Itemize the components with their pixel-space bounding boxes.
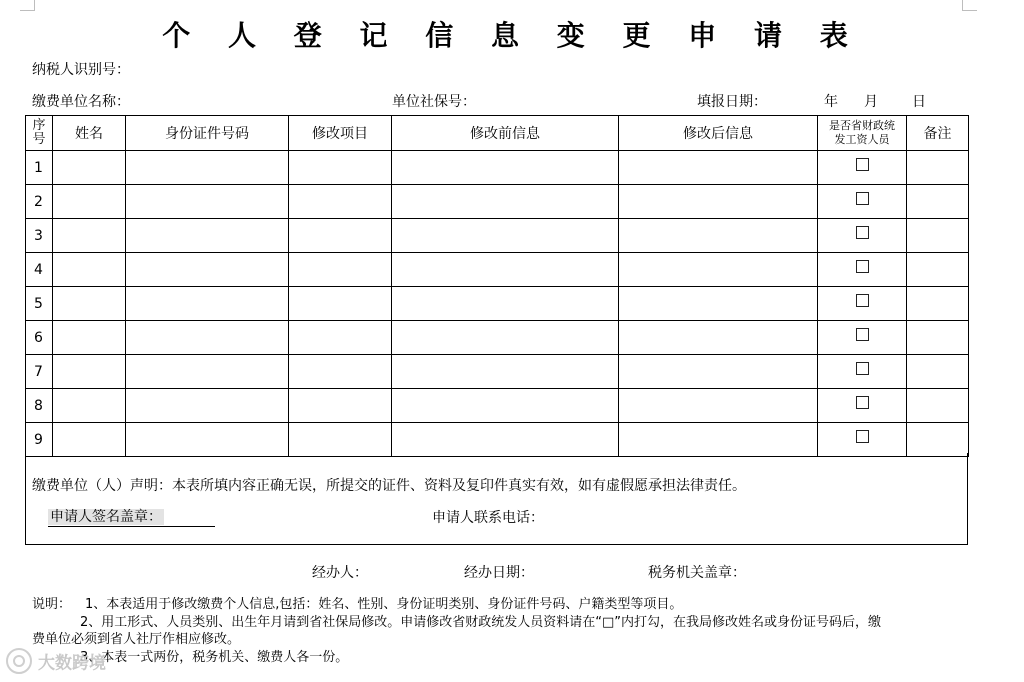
cell-after[interactable]: [619, 389, 818, 423]
table-row: [26, 185, 969, 219]
cell-id-number[interactable]: [126, 389, 289, 423]
cell-finance-staff: [818, 185, 907, 219]
cell-remark[interactable]: [907, 389, 969, 423]
header-id-number: 身份证件号码: [126, 116, 289, 151]
finance-staff-checkbox[interactable]: [856, 192, 869, 205]
page-corner-mark-left: [20, 0, 35, 11]
cell-before[interactable]: [392, 355, 619, 389]
cell-modify-item[interactable]: [289, 151, 392, 185]
finance-staff-checkbox[interactable]: [856, 226, 869, 239]
finance-staff-checkbox[interactable]: [856, 362, 869, 375]
cell-before[interactable]: [392, 389, 619, 423]
cell-after[interactable]: [619, 355, 818, 389]
header-seq-text: 序号: [32, 118, 46, 147]
cell-finance-staff: [818, 287, 907, 321]
header-modify-item: 修改项目: [289, 116, 392, 151]
row-number: 4: [26, 253, 53, 287]
cell-name[interactable]: [53, 219, 126, 253]
header-remark: 备注: [907, 116, 969, 151]
notes-prefix: 说明：: [32, 597, 72, 612]
notes-item-3: 3、本表一式两份，税务机关、缴费人各一份。: [80, 650, 349, 665]
notes-item-2-line-1: 2、用工形式、人员类别、出生年月请到省社保局修改。申请修改省财政统发人员资料请在“□”内打勾，在我局修改姓名或身份证号码后，缴: [80, 615, 882, 630]
table-row: [26, 423, 969, 457]
cell-before[interactable]: [392, 287, 619, 321]
cell-after[interactable]: [619, 287, 818, 321]
cell-modify-item[interactable]: [289, 219, 392, 253]
cell-id-number[interactable]: [126, 321, 289, 355]
cell-finance-staff: [818, 151, 907, 185]
cell-finance-staff: [818, 389, 907, 423]
payer-unit-label: 缴费单位名称：: [32, 94, 130, 110]
cell-id-number[interactable]: [126, 219, 289, 253]
signature-label: 申请人签名盖章：: [50, 509, 162, 525]
notes-item-2-line-2: 费单位必须到省人社厅作相应修改。: [32, 632, 241, 647]
cell-name[interactable]: [53, 253, 126, 287]
header-finance-staff-line1: 是否省财政统: [829, 119, 895, 132]
cell-modify-item[interactable]: [289, 253, 392, 287]
fill-date-day: 日: [912, 94, 926, 110]
cell-after[interactable]: [619, 423, 818, 457]
fill-date-year: 年: [824, 94, 838, 110]
cell-id-number[interactable]: [126, 151, 289, 185]
cell-id-number[interactable]: [126, 355, 289, 389]
cell-id-number[interactable]: [126, 185, 289, 219]
cell-before[interactable]: [392, 185, 619, 219]
cell-modify-item[interactable]: [289, 355, 392, 389]
finance-staff-checkbox[interactable]: [856, 328, 869, 341]
row-number: 6: [26, 321, 53, 355]
table-row: [26, 151, 969, 185]
finance-staff-checkbox[interactable]: [856, 430, 869, 443]
cell-name[interactable]: [53, 355, 126, 389]
cell-name[interactable]: [53, 423, 126, 457]
cell-id-number[interactable]: [126, 423, 289, 457]
finance-staff-checkbox[interactable]: [856, 158, 869, 171]
header-seq: [26, 116, 53, 151]
form-title: 个 人 登 记 信 息 变 更 申 请 表: [162, 19, 862, 52]
cell-modify-item[interactable]: [289, 423, 392, 457]
cell-id-number[interactable]: [126, 253, 289, 287]
header-finance-staff-line2: 发工资人员: [834, 133, 890, 146]
table-header-row: [26, 116, 969, 151]
cell-before[interactable]: [392, 423, 619, 457]
handler-label: 经办人：: [312, 565, 368, 581]
watermark-text: 大数跨境: [38, 653, 106, 674]
change-request-table: [25, 115, 969, 457]
signature-field[interactable]: [48, 506, 215, 527]
table-row: [26, 287, 969, 321]
watermark-logo-icon: [6, 648, 32, 674]
cell-modify-item[interactable]: [289, 389, 392, 423]
cell-finance-staff: [818, 219, 907, 253]
cell-after[interactable]: [619, 253, 818, 287]
cell-before[interactable]: [392, 321, 619, 355]
row-number: 9: [26, 423, 53, 457]
cell-before[interactable]: [392, 253, 619, 287]
cell-name[interactable]: [53, 287, 126, 321]
cell-remark[interactable]: [907, 219, 969, 253]
cell-remark[interactable]: [907, 287, 969, 321]
fill-date-label: 填报日期：: [697, 94, 767, 110]
notes-item-1: 1、本表适用于修改缴费个人信息,包括：姓名、性别、身份证明类别、身份证件号码、户籍类型等项目。: [85, 597, 683, 612]
header-name: 姓名: [53, 116, 126, 151]
unit-social-security-label: 单位社保号：: [392, 94, 476, 110]
cell-remark[interactable]: [907, 185, 969, 219]
cell-name[interactable]: [53, 151, 126, 185]
cell-after[interactable]: [619, 151, 818, 185]
row-number: 1: [26, 151, 53, 185]
table-row: [26, 321, 969, 355]
page-corner-mark-right: [962, 0, 977, 11]
cell-finance-staff: [818, 423, 907, 457]
watermark: [6, 648, 106, 674]
row-number: 3: [26, 219, 53, 253]
cell-before[interactable]: [392, 151, 619, 185]
cell-after[interactable]: [619, 219, 818, 253]
row-number: 7: [26, 355, 53, 389]
table-row: [26, 355, 969, 389]
cell-finance-staff: [818, 355, 907, 389]
taxpayer-id-label: 纳税人识别号：: [32, 62, 130, 78]
table-row: [26, 253, 969, 287]
cell-remark[interactable]: [907, 253, 969, 287]
phone-label: 申请人联系电话：: [432, 510, 544, 526]
declaration-box: [25, 453, 968, 545]
cell-name[interactable]: [53, 185, 126, 219]
cell-remark[interactable]: [907, 355, 969, 389]
table-row: [26, 219, 969, 253]
cell-finance-staff: [818, 321, 907, 355]
finance-staff-checkbox[interactable]: [856, 396, 869, 409]
finance-staff-checkbox[interactable]: [856, 260, 869, 273]
row-number: 5: [26, 287, 53, 321]
finance-staff-checkbox[interactable]: [856, 294, 869, 307]
cell-modify-item[interactable]: [289, 287, 392, 321]
fill-date-month: 月: [864, 94, 878, 110]
header-before: 修改前信息: [392, 116, 619, 151]
cell-name[interactable]: [53, 321, 126, 355]
table-row: [26, 389, 969, 423]
handling-date-label: 经办日期：: [464, 565, 534, 581]
cell-name[interactable]: [53, 389, 126, 423]
cell-after[interactable]: [619, 321, 818, 355]
notes-line-1: [32, 596, 682, 614]
table-body: [26, 151, 969, 457]
cell-id-number[interactable]: [126, 287, 289, 321]
row-number: 8: [26, 389, 53, 423]
tax-seal-label: 税务机关盖章：: [648, 565, 746, 581]
header-after: 修改后信息: [619, 116, 818, 151]
cell-modify-item[interactable]: [289, 185, 392, 219]
cell-after[interactable]: [619, 185, 818, 219]
cell-remark[interactable]: [907, 423, 969, 457]
header-finance-staff: [818, 116, 907, 151]
cell-remark[interactable]: [907, 151, 969, 185]
declaration-statement: 缴费单位（人）声明：本表所填内容正确无误，所提交的证件、资料及复印件真实有效，如有虚假愿承担法律责任。: [32, 478, 746, 494]
cell-finance-staff: [818, 253, 907, 287]
cell-modify-item[interactable]: [289, 321, 392, 355]
row-number: 2: [26, 185, 53, 219]
cell-remark[interactable]: [907, 321, 969, 355]
cell-before[interactable]: [392, 219, 619, 253]
